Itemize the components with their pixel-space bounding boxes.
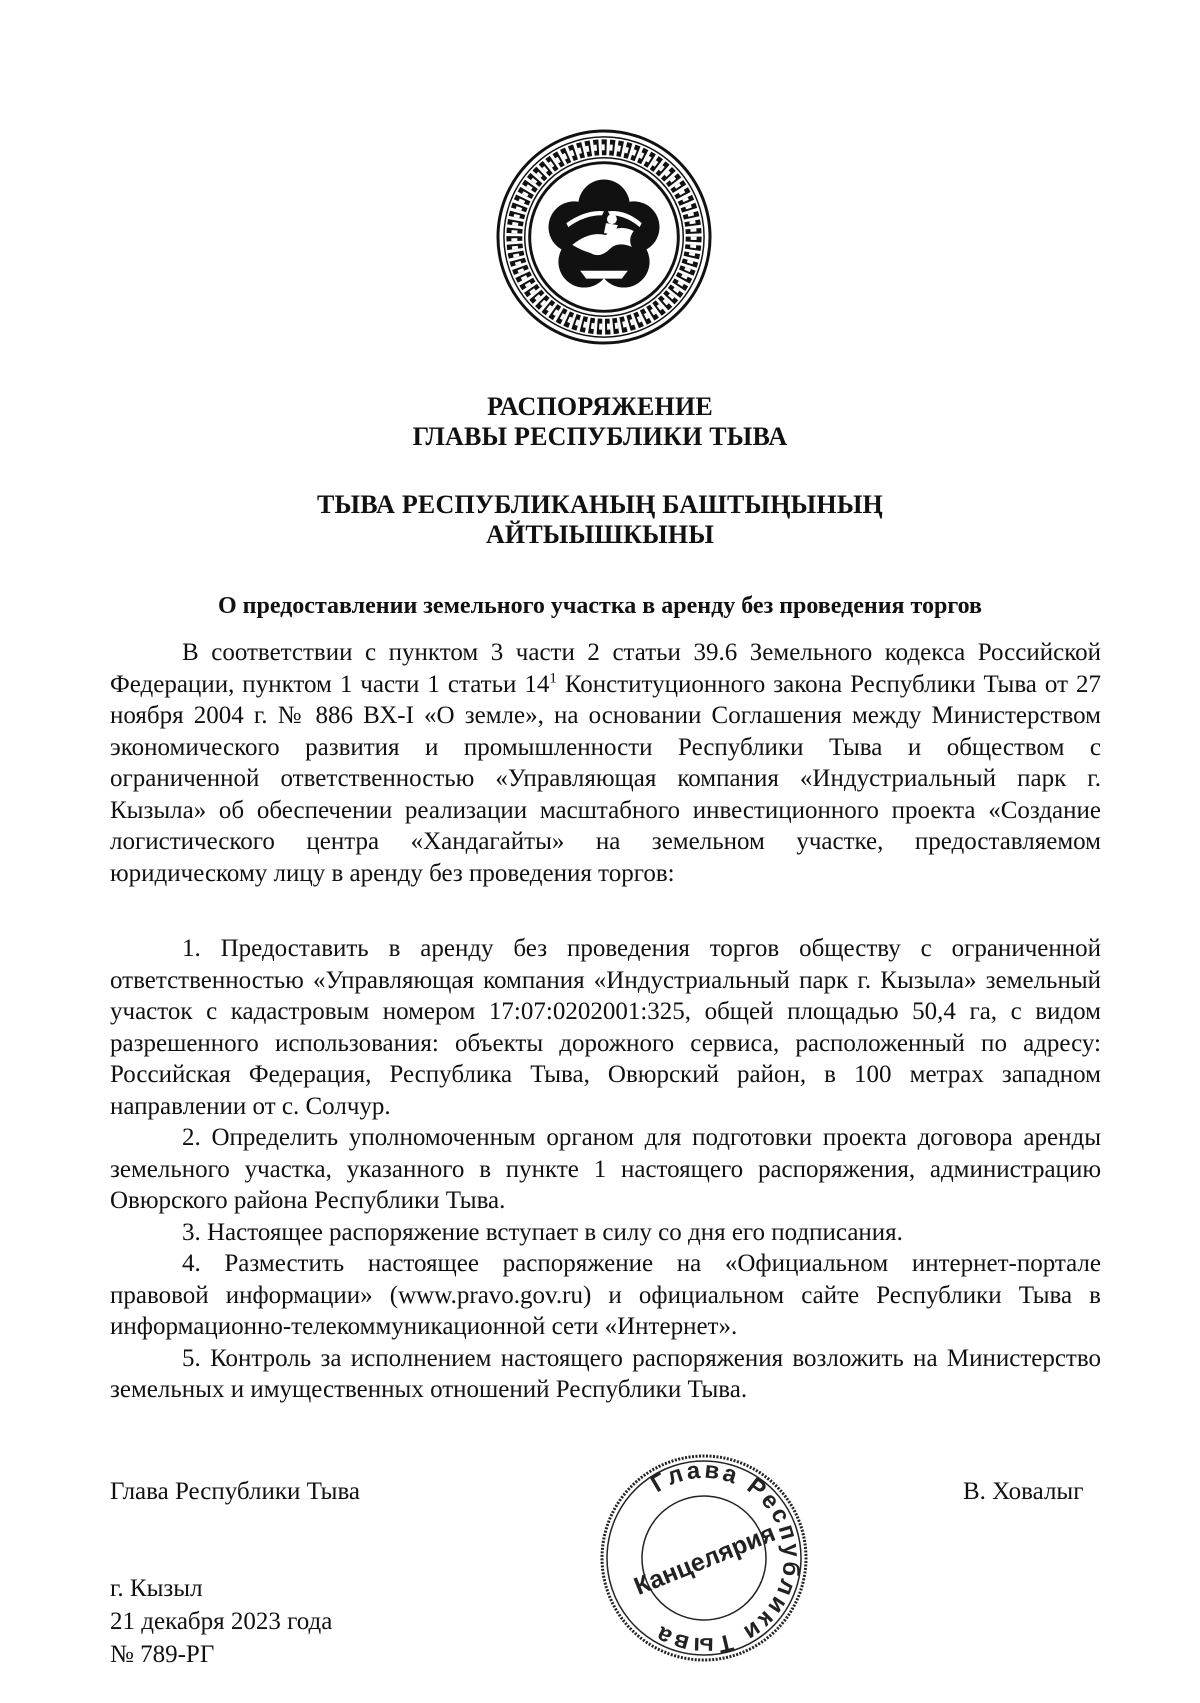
document-number: № 789-РГ xyxy=(110,1641,215,1668)
resolution-points xyxy=(110,933,1101,1406)
point-4: 4. Разместить настоящее распоряжение на «Официальном интернет-портале правовой информации» (www.pravo.gov.ru) и официальном сайте Республики Тыва в информационно-телекоммуникационной сети «Интернет». xyxy=(110,1250,1101,1340)
document-subject: О предоставлении земельного участка в аренду без проведения торгов xyxy=(217,593,983,619)
point-1: 1. Предоставить в аренду без проведения торгов обществу с ограниченной ответственностью «Управляющая компания «Индустриальный парк г. Кызыла» земельный участок с кадастровым номером 17:07:0202001:325, общей площадью 50,4 га, с видом разрешенного использования: объекты дорожного сервиса, расположенный по адресу: Российская Федерация, Республика Тыва, Овюрский район, в 100 метрах западном направлении от с. Солчур. xyxy=(110,935,1101,1120)
document-date: 21 декабря 2023 года xyxy=(110,1608,333,1635)
heading-ru-line1: РАСПОРЯЖЕНИЕ xyxy=(487,392,713,421)
stamp-center-text: Канцелярия xyxy=(630,1518,780,1601)
heading-tv-line1: ТЫВА РЕСПУБЛИКАНЫҢ БАШТЫҢЫНЫҢ xyxy=(317,490,883,519)
document-place-date-number xyxy=(110,1572,332,1671)
point-3: 3. Настоящее распоряжение вступает в силу со дня его подписания. xyxy=(182,1218,903,1246)
heading-tv-line2: АЙТЫЫШКЫНЫ xyxy=(485,520,715,549)
heading-ru-line2: ГЛАВЫ РЕСПУБЛИКИ ТЫВА xyxy=(412,422,788,451)
preamble-part1: В соответствии с пунктом 3 части 2 статьи 39.6 Земельного кодекса Российской Федерации, пунктом 1 части 1 статьи 14 xyxy=(110,639,1101,698)
stamp-ring-text: Глава Республики Тыва xyxy=(646,1456,806,1660)
office-stamp xyxy=(598,1452,810,1664)
document-city: г. Кызыл xyxy=(110,1575,203,1602)
document-heading-tv xyxy=(0,490,1200,550)
signatory-name: В. Ховалыг xyxy=(963,1478,1084,1505)
preamble-part2: Конституционного закона Республики Тыва от 27 ноября 2004 г. № 886 ВХ-I «О земле», на основании Соглашения между Министерством экономического развития и промышленности Республики Тыва и обществом с ограниченной ответственностью «Управляющая компания «Индустриальный парк г. Кызыла» об обеспечении реализации масштабного инвестиционного проекта «Создание логистического центра «Хандагайты» на земельном участке, предоставляемом юридическому лицу в аренду без проведения торгов: xyxy=(110,670,1101,887)
preamble-paragraph xyxy=(110,637,1101,889)
point-2: 2. Определить уполномоченным органом для подготовки проекта договора аренды земельного участка, указанного в пункте 1 настоящего распоряжения, администрацию Овюрского района Республики Тыва. xyxy=(110,1124,1101,1214)
signatory-title: Глава Республики Тыва xyxy=(110,1478,361,1505)
point-5: 5. Контроль за исполнением настоящего распоряжения возложить на Министерство земельных и имущественных отношений Республики Тыва. xyxy=(110,1344,1101,1403)
coat-of-arms-emblem xyxy=(495,128,713,346)
document-heading-ru xyxy=(0,392,1200,452)
article-superscript: 1 xyxy=(549,670,557,687)
